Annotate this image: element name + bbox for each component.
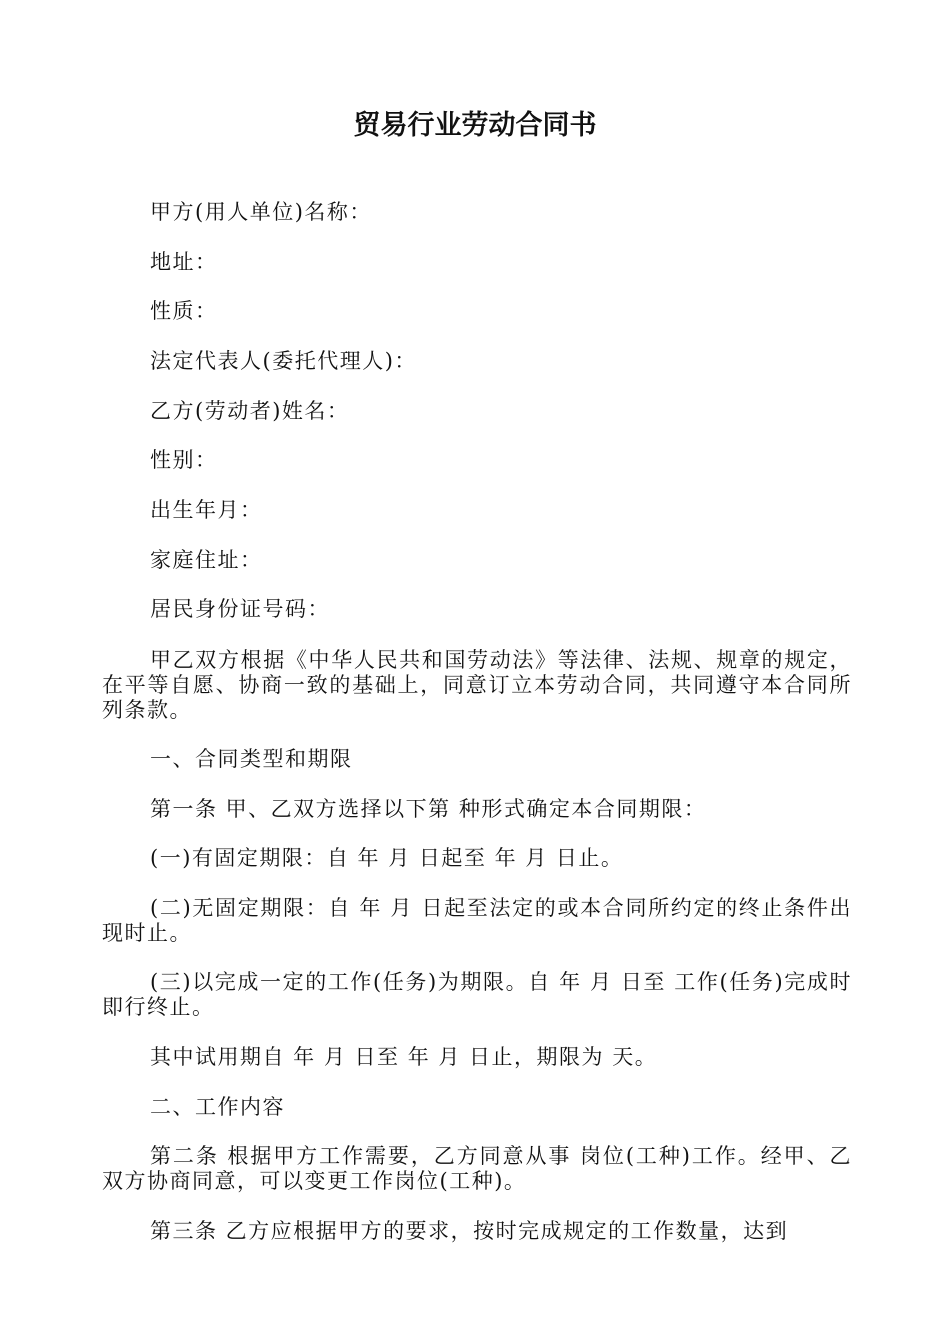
- field-employer-address: 地址：: [150, 250, 218, 274]
- field-employee-gender: 性别：: [150, 448, 218, 472]
- field-employee-home-address: 家庭住址：: [150, 548, 263, 572]
- article-2: 第二条 根据甲方工作需要，乙方同意从事 岗位(工种)工作。经甲、乙双方协商同意，可以变更工作岗位(工种)。: [102, 1144, 852, 1193]
- clause-task-based-term: (三)以完成一定的工作(任务)为期限。自 年 月 日至 工作(任务)完成时即行终止。: [102, 970, 852, 1019]
- probation-period: 其中试用期自 年 月 日至 年 月 日止，期限为 天。: [150, 1045, 658, 1069]
- article-1: 第一条 甲、乙双方选择以下第 种形式确定本合同期限：: [150, 797, 707, 821]
- field-employee-name: 乙方(劳动者)姓名：: [150, 399, 350, 423]
- field-employer-name: 甲方(用人单位)名称：: [150, 200, 372, 224]
- field-employee-birth: 出生年月：: [150, 498, 263, 522]
- field-employer-nature: 性质：: [150, 299, 218, 323]
- clause-open-ended-term: (二)无固定期限：自 年 月 日起至法定的或本合同所约定的终止条件出现时止。: [102, 896, 852, 945]
- section-heading-work-content: 二、工作内容: [150, 1095, 285, 1119]
- document-title: 贸易行业劳动合同书: [353, 110, 597, 141]
- preamble-paragraph: 甲乙双方根据《中华人民共和国劳动法》等法律、法规、规章的规定，在平等自愿、协商一致的基础上，同意订立本劳动合同，共同遵守本合同所列条款。: [102, 648, 852, 722]
- section-heading-contract-type: 一、合同类型和期限: [150, 747, 353, 771]
- clause-fixed-term: (一)有固定期限：自 年 月 日起至 年 月 日止。: [150, 846, 624, 870]
- field-employee-id-number: 居民身份证号码：: [150, 597, 330, 621]
- article-3: 第三条 乙方应根据甲方的要求，按时完成规定的工作数量，达到: [150, 1219, 789, 1243]
- field-legal-representative: 法定代表人(委托代理人)：: [150, 349, 417, 373]
